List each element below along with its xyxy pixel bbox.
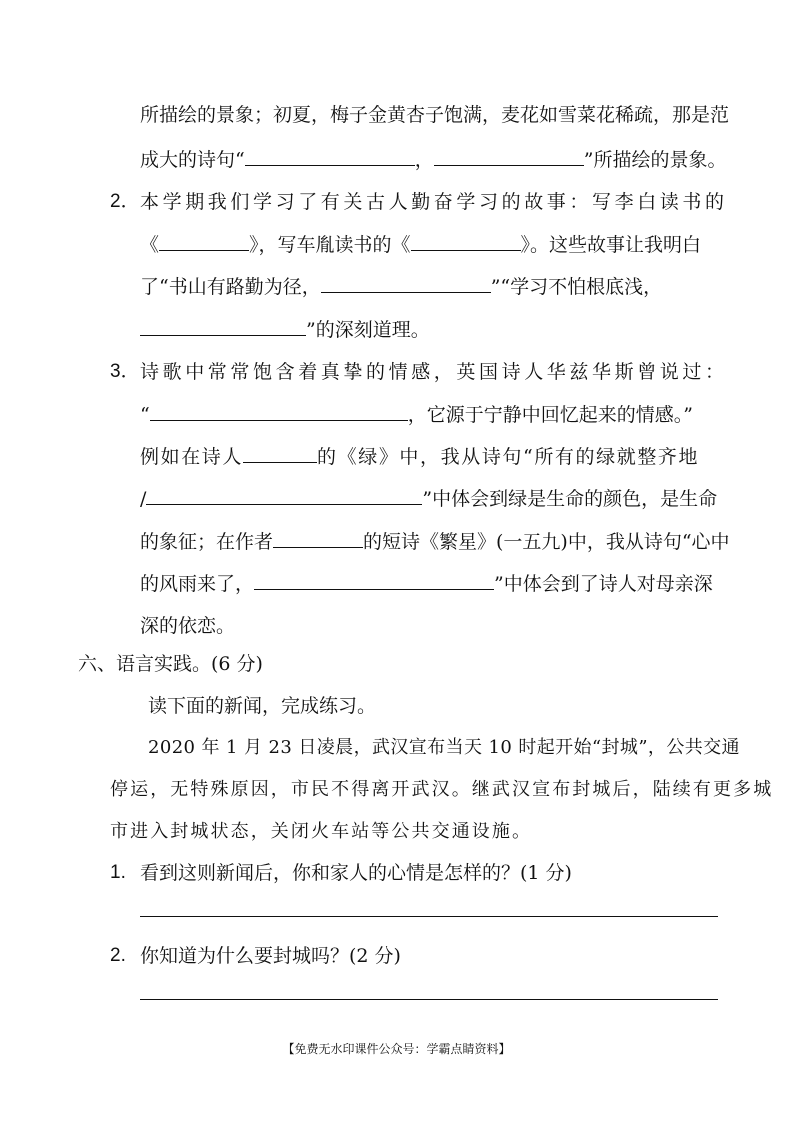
q1-text-c: ”所描绘的景象。 xyxy=(583,149,727,171)
blank-poem-line-1[interactable] xyxy=(245,148,415,166)
q3-number: 3． xyxy=(110,361,140,382)
q3-text-b: ，它源于宁静中回忆起来的情感。” xyxy=(407,404,693,426)
q2-line-1: 本学期我们学习了有关古人勤奋学习的故事：写李白读书的 xyxy=(140,191,728,213)
news-line-1: 2020 年 1 月 23 日凌晨，武汉宣布当天 10 时起开始“封城”，公共交通 xyxy=(148,737,740,758)
q2-text-f: ”的深刻道理。 xyxy=(306,319,430,341)
blank-fanxing-poem-line[interactable] xyxy=(254,572,494,590)
q3-text-i: 的风雨来了， xyxy=(140,573,255,595)
q2-text-e: ”“学习不怕根底浅， xyxy=(490,276,663,298)
q3-line-3 xyxy=(140,445,699,469)
q3-text-d: 的《绿》中，我从诗句“所有的绿就整齐地 xyxy=(317,446,700,468)
q3-text-f: ”中体会到绿是生命的颜色，是生命 xyxy=(422,488,718,510)
s6-q1-number: 1. xyxy=(110,862,126,883)
s6-q2-answer-line[interactable] xyxy=(140,999,718,1000)
q3-text-e: / xyxy=(140,488,147,510)
q2-line-4 xyxy=(140,318,430,342)
q2-text-d: 了“书山有路勤为径， xyxy=(140,276,321,298)
s6-q1-text: 看到这则新闻后，你和家人的心情是怎样的？(1 分) xyxy=(140,862,572,884)
blank-green-poem-line[interactable] xyxy=(146,487,422,505)
q3-line-1: 诗歌中常常饱含着真挚的情感，英国诗人华兹华斯曾说过： xyxy=(140,361,728,383)
blank-wordsworth-quote[interactable] xyxy=(150,403,408,421)
q2-line-2 xyxy=(140,233,701,257)
blank-poem-line-2[interactable] xyxy=(434,148,584,166)
news-line-2: 停运，无特殊原因，市民不得离开武汉。继武汉宣布封城后，陆续有更多城 xyxy=(110,779,774,800)
q3-line-5 xyxy=(140,530,730,554)
q3-text-j: ”中体会到了诗人对母亲深 xyxy=(494,573,713,595)
q2-line-3 xyxy=(140,275,662,299)
section-6-instruction: 读下面的新闻，完成练习。 xyxy=(148,695,377,717)
blank-poet-name[interactable] xyxy=(243,445,317,463)
blank-che-yin-story[interactable] xyxy=(411,233,521,251)
q2-text-b: 》，写车胤读书的《 xyxy=(249,234,411,256)
q2-number: 2． xyxy=(110,191,140,212)
footer-watermark-note: 【免费无水印课件公众号：学霸点睛资料】 xyxy=(282,1042,511,1056)
blank-author-name[interactable] xyxy=(273,530,363,548)
blank-proverb-1[interactable] xyxy=(321,275,491,293)
q3-text-c: 例如在诗人 xyxy=(140,446,244,468)
q3-text-h: 的短诗《繁星》(一五九)中，我从诗句“心中 xyxy=(363,531,730,553)
section-6-title: 六、语言实践。(6 分) xyxy=(78,653,263,675)
q1-text-b: ， xyxy=(414,149,434,171)
blank-proverb-2[interactable] xyxy=(140,318,306,336)
s6-q2-text: 你知道为什么要封城吗？(2 分) xyxy=(140,945,401,967)
q2-text-a: 《 xyxy=(140,234,160,256)
q3-line-4 xyxy=(140,487,717,511)
q1-line-1: 所描绘的景象；初夏，梅子金黄杏子饱满，麦花如雪菜花稀疏，那是范 xyxy=(140,104,730,126)
s6-q1-answer-line[interactable] xyxy=(140,916,718,917)
q1-line-2 xyxy=(140,148,726,172)
s6-q2-number: 2. xyxy=(110,945,126,966)
q3-text-g: 的象征；在作者 xyxy=(140,531,274,553)
q3-line-2 xyxy=(140,403,693,427)
q1-text-a: 成大的诗句“ xyxy=(140,149,245,171)
q3-line-6 xyxy=(140,572,713,596)
q2-text-c: 》。这些故事让我明白 xyxy=(520,234,702,256)
q3-line-7: 深的依恋。 xyxy=(140,615,236,637)
news-line-3: 市进入封城状态，关闭火车站等公共交通设施。 xyxy=(110,821,533,842)
blank-li-bai-story[interactable] xyxy=(159,233,249,251)
q3-text-a: “ xyxy=(140,404,150,426)
